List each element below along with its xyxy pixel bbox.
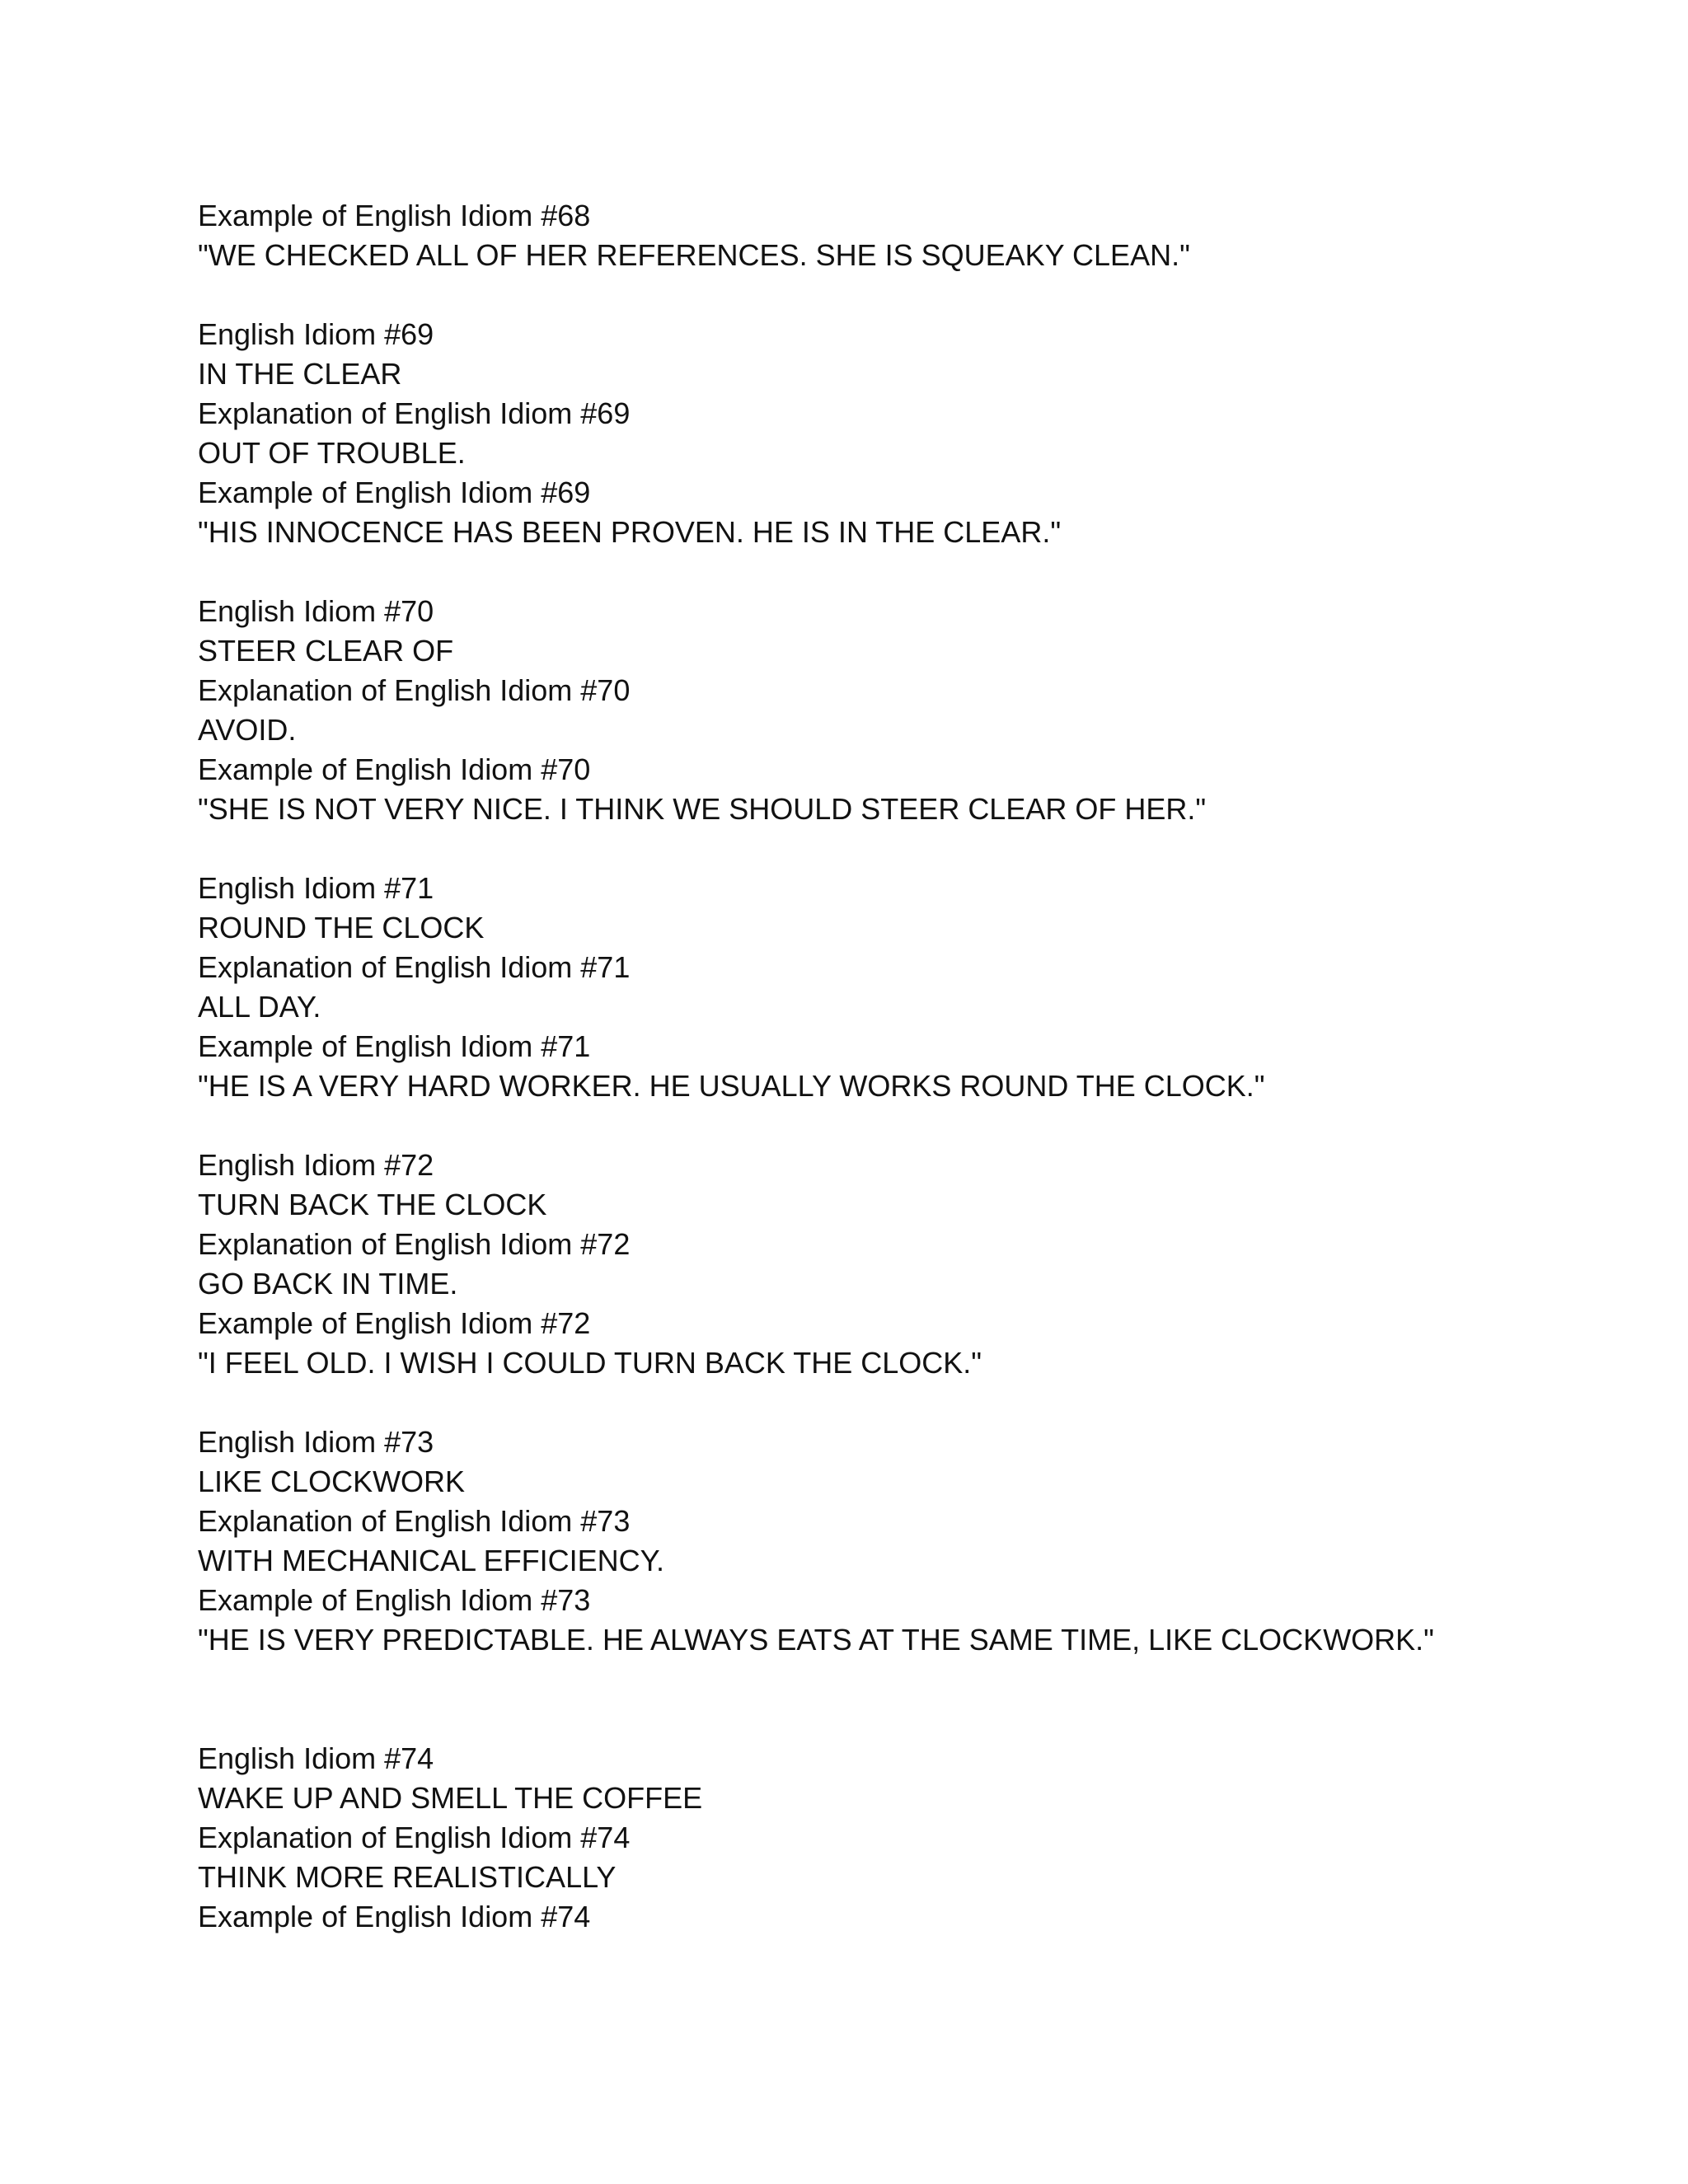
explanation-text: GO BACK IN TIME. (198, 1267, 458, 1301)
idiom-entry-74 (198, 1739, 1582, 1937)
idiom-heading: English Idiom #70 (198, 594, 434, 628)
explanation-heading: Explanation of English Idiom #69 (198, 396, 631, 430)
paragraph-gap (198, 1383, 1582, 1422)
example-heading: Example of English Idiom #72 (198, 1306, 591, 1340)
idiom-phrase: ROUND THE CLOCK (198, 911, 485, 944)
explanation-heading: Explanation of English Idiom #71 (198, 950, 631, 984)
document-body (198, 196, 1582, 1937)
idiom-heading: English Idiom #71 (198, 871, 434, 905)
idiom-heading: English Idiom #69 (198, 317, 434, 351)
idiom-entry-70 (198, 592, 1582, 829)
example-text: "I FEEL OLD. I WISH I COULD TURN BACK THE CLOCK." (198, 1346, 982, 1380)
idiom-entry-69 (198, 315, 1582, 552)
explanation-heading: Explanation of English Idiom #72 (198, 1227, 631, 1261)
paragraph-gap (198, 829, 1582, 869)
paragraph-gap (198, 275, 1582, 315)
paragraph-gap-large (198, 1660, 1582, 1739)
example-heading: Example of English Idiom #73 (198, 1583, 591, 1617)
idiom-entry-72 (198, 1146, 1582, 1383)
example-heading: Example of English Idiom #74 (198, 1900, 591, 1933)
explanation-heading: Explanation of English Idiom #74 (198, 1821, 631, 1854)
idiom-heading: English Idiom #74 (198, 1741, 434, 1775)
explanation-text: OUT OF TROUBLE. (198, 436, 466, 470)
idiom-phrase: LIKE CLOCKWORK (198, 1465, 466, 1498)
explanation-text: THINK MORE REALISTICALLY (198, 1860, 617, 1894)
example-heading: Example of English Idiom #70 (198, 752, 591, 786)
idiom-phrase: STEER CLEAR OF (198, 634, 454, 668)
explanation-text: AVOID. (198, 713, 297, 747)
idiom-entry-73 (198, 1422, 1582, 1660)
example-heading: Example of English Idiom #69 (198, 476, 591, 509)
example-text: "HE IS VERY PREDICTABLE. HE ALWAYS EATS AT THE SAME TIME, LIKE CLOCKWORK." (198, 1623, 1434, 1657)
explanation-text: ALL DAY. (198, 990, 321, 1024)
example-text: "HE IS A VERY HARD WORKER. HE USUALLY WORKS ROUND THE CLOCK." (198, 1069, 1265, 1103)
explanation-heading: Explanation of English Idiom #70 (198, 673, 631, 707)
idiom-heading: English Idiom #73 (198, 1425, 434, 1459)
paragraph-gap (198, 552, 1582, 592)
explanation-text: WITH MECHANICAL EFFICIENCY. (198, 1544, 665, 1577)
example-heading: Example of English Idiom #71 (198, 1029, 591, 1063)
example-text: "SHE IS NOT VERY NICE. I THINK WE SHOULD STEER CLEAR OF HER." (198, 792, 1207, 826)
paragraph-gap (198, 1106, 1582, 1146)
explanation-heading: Explanation of English Idiom #73 (198, 1504, 631, 1538)
example-text-68: "WE CHECKED ALL OF HER REFERENCES. SHE IS SQUEAKY CLEAN." (198, 238, 1190, 272)
idiom-phrase: TURN BACK THE CLOCK (198, 1188, 547, 1221)
idiom-phrase: IN THE CLEAR (198, 357, 402, 391)
idiom-phrase: WAKE UP AND SMELL THE COFFEE (198, 1781, 703, 1815)
example-heading-68: Example of English Idiom #68 (198, 199, 591, 232)
example-text: "HIS INNOCENCE HAS BEEN PROVEN. HE IS IN THE CLEAR." (198, 515, 1062, 549)
idiom-entry-71 (198, 869, 1582, 1106)
idiom-heading: English Idiom #72 (198, 1148, 434, 1182)
